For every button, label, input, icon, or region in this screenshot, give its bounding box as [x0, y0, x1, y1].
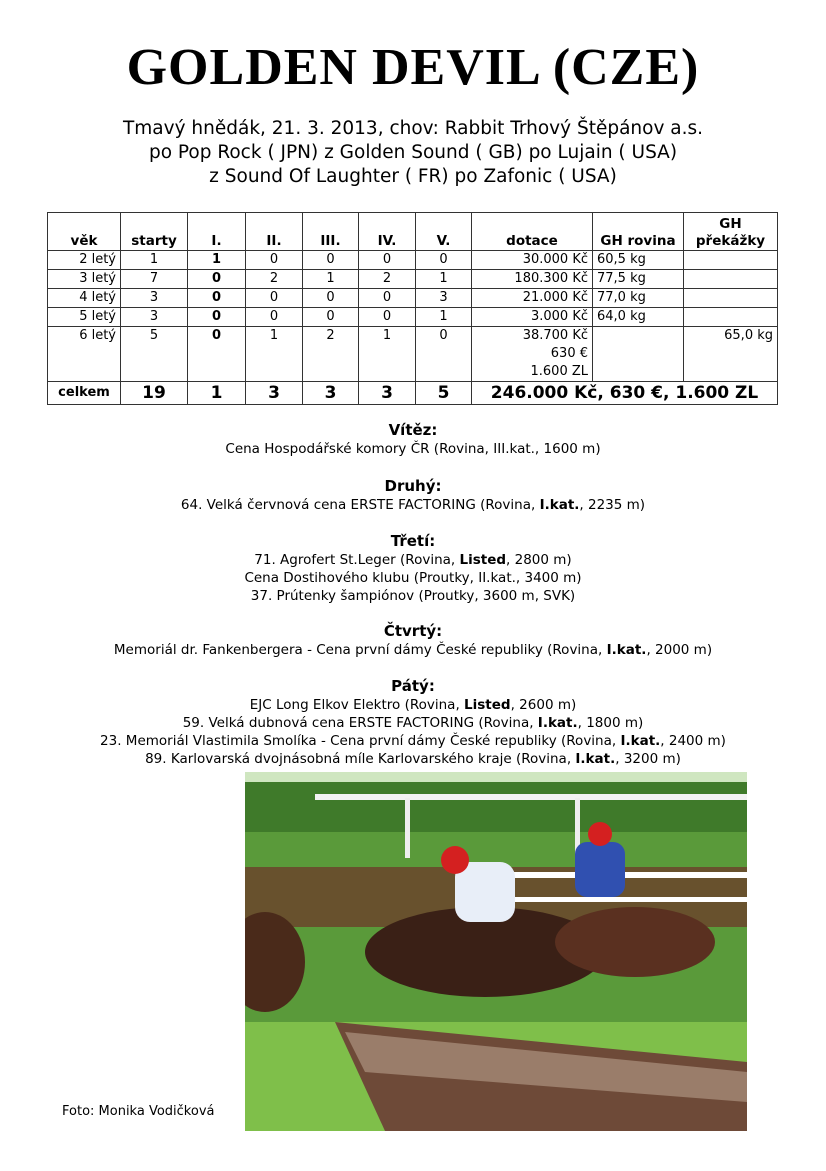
placings-section: [0, 676, 826, 768]
table-cell: 6 letý: [48, 327, 121, 382]
table-cell: 0: [188, 308, 246, 327]
table-row: [48, 289, 778, 308]
table-cell: 0: [303, 308, 359, 327]
section-heading: Třetí:: [390, 532, 436, 550]
column-header: dotace: [472, 213, 593, 251]
table-cell: 0: [303, 251, 359, 270]
section-heading: Pátý:: [391, 677, 435, 695]
race-entry: 23. Memoriál Vlastimila Smolíka - Cena první dámy České republiky (Rovina, I.kat., 2400 m): [100, 733, 726, 749]
table-cell: 21.000 Kč: [472, 289, 593, 308]
table-cell: 0: [416, 251, 472, 270]
table-cell: 60,5 kg: [593, 251, 684, 270]
table-cell: 1: [416, 270, 472, 289]
column-header: II.: [246, 213, 303, 251]
section-heading: Druhý:: [384, 477, 442, 495]
race-entry: 64. Velká červnová cena ERSTE FACTORING (Rovina, I.kat., 2235 m): [180, 497, 646, 513]
table-cell: 2: [359, 270, 416, 289]
table-cell: 3: [416, 289, 472, 308]
table-cell: 0: [188, 270, 246, 289]
placings-section: [0, 476, 826, 514]
table-cell: 5 letý: [48, 308, 121, 327]
total-cell: 246.000 Kč, 630 €, 1.600 ZL: [472, 382, 778, 405]
table-cell: 2: [303, 327, 359, 382]
table-cell: 0: [359, 251, 416, 270]
total-cell: 3: [303, 382, 359, 405]
table-cell: 1: [246, 327, 303, 382]
table-cell: 0: [359, 308, 416, 327]
race-entry: EJC Long Elkov Elektro (Rovina, Listed, 2600 m): [249, 697, 577, 713]
column-header: starty: [121, 213, 188, 251]
table-cell: 1: [359, 327, 416, 382]
race-entry: 89. Karlovarská dvojnásobná míle Karlovarského kraje (Rovina, I.kat., 3200 m): [145, 751, 681, 767]
table-cell: 4 letý: [48, 289, 121, 308]
race-entry: Cena Hospodářské komory ČR (Rovina, III.kat., 1600 m): [225, 441, 601, 457]
table-cell: 64,0 kg: [593, 308, 684, 327]
table-cell: 2 letý: [48, 251, 121, 270]
table-cell: 30.000 Kč: [472, 251, 593, 270]
total-cell: 19: [121, 382, 188, 405]
race-photo: [245, 772, 747, 1131]
table-cell: 5: [121, 327, 188, 382]
placings-section: [0, 621, 826, 659]
column-header: IV.: [359, 213, 416, 251]
table-cell: 0: [416, 327, 472, 382]
race-entry: 37. Prútenky šampiónov (Proutky, 3600 m, SVK): [250, 588, 576, 604]
race-entry: 59. Velká dubnová cena ERSTE FACTORING (Rovina, I.kat., 1800 m): [182, 715, 644, 731]
table-cell: 0: [246, 289, 303, 308]
column-header: III.: [303, 213, 359, 251]
race-entry: Cena Dostihového klubu (Proutky, II.kat., 3400 m): [244, 570, 582, 586]
total-cell: celkem: [48, 382, 121, 405]
table-cell: 0: [359, 289, 416, 308]
table-cell: 0: [246, 251, 303, 270]
table-cell: 3 letý: [48, 270, 121, 289]
placings-section: [0, 420, 826, 458]
table-cell: [593, 327, 684, 382]
section-heading: Vítěz:: [388, 421, 438, 439]
table-cell: 180.300 Kč: [472, 270, 593, 289]
table-cell: [684, 289, 778, 308]
total-cell: 3: [246, 382, 303, 405]
table-cell: 2: [246, 270, 303, 289]
table-cell: 38.700 Kč 630 € 1.600 ZL: [472, 327, 593, 382]
race-entry: Memoriál dr. Fankenbergera - Cena první dámy České republiky (Rovina, I.kat., 2000 m): [113, 642, 713, 658]
pedigree-line-1: po Pop Rock ( JPN) z Golden Sound ( GB) po Lujain ( USA): [148, 142, 678, 163]
column-header: V.: [416, 213, 472, 251]
photo-caption: Foto: Monika Vodičková: [62, 1104, 215, 1119]
table-cell: 7: [121, 270, 188, 289]
table-cell: 3: [121, 308, 188, 327]
table-cell: 0: [188, 289, 246, 308]
column-header: GH rovina: [593, 213, 684, 251]
section-heading: Čtvrtý:: [383, 622, 443, 640]
column-header: věk: [48, 213, 121, 251]
table-cell: 1: [303, 270, 359, 289]
horse-info: Tmavý hnědák, 21. 3. 2013, chov: Rabbit Trhový Štěpánov a.s.: [122, 118, 704, 139]
table-cell: 0: [246, 308, 303, 327]
table-cell: 0: [303, 289, 359, 308]
placings-section: [0, 531, 826, 605]
column-header: I.: [188, 213, 246, 251]
table-row: [48, 270, 778, 289]
table-cell: 0: [188, 327, 246, 382]
total-cell: 3: [359, 382, 416, 405]
table-cell: 1: [121, 251, 188, 270]
table-cell: 3: [121, 289, 188, 308]
table-cell: [684, 308, 778, 327]
table-row: [48, 251, 778, 270]
total-cell: 1: [188, 382, 246, 405]
table-cell: [684, 270, 778, 289]
column-header: GH překážky: [684, 213, 778, 251]
horse-name-title: GOLDEN DEVIL (CZE): [126, 39, 700, 96]
race-entry: 71. Agrofert St.Leger (Rovina, Listed, 2800 m): [254, 552, 572, 568]
pedigree-line-2: z Sound Of Laughter ( FR) po Zafonic ( USA): [209, 166, 617, 187]
table-cell: 65,0 kg: [684, 327, 778, 382]
table-cell: 1: [416, 308, 472, 327]
table-row: [48, 327, 778, 382]
table-cell: 3.000 Kč: [472, 308, 593, 327]
table-cell: [684, 251, 778, 270]
total-row: [48, 382, 778, 405]
table-cell: 1: [188, 251, 246, 270]
table-cell: 77,0 kg: [593, 289, 684, 308]
table-row: [48, 308, 778, 327]
results-table: [47, 212, 778, 405]
table-cell: 77,5 kg: [593, 270, 684, 289]
total-cell: 5: [416, 382, 472, 405]
